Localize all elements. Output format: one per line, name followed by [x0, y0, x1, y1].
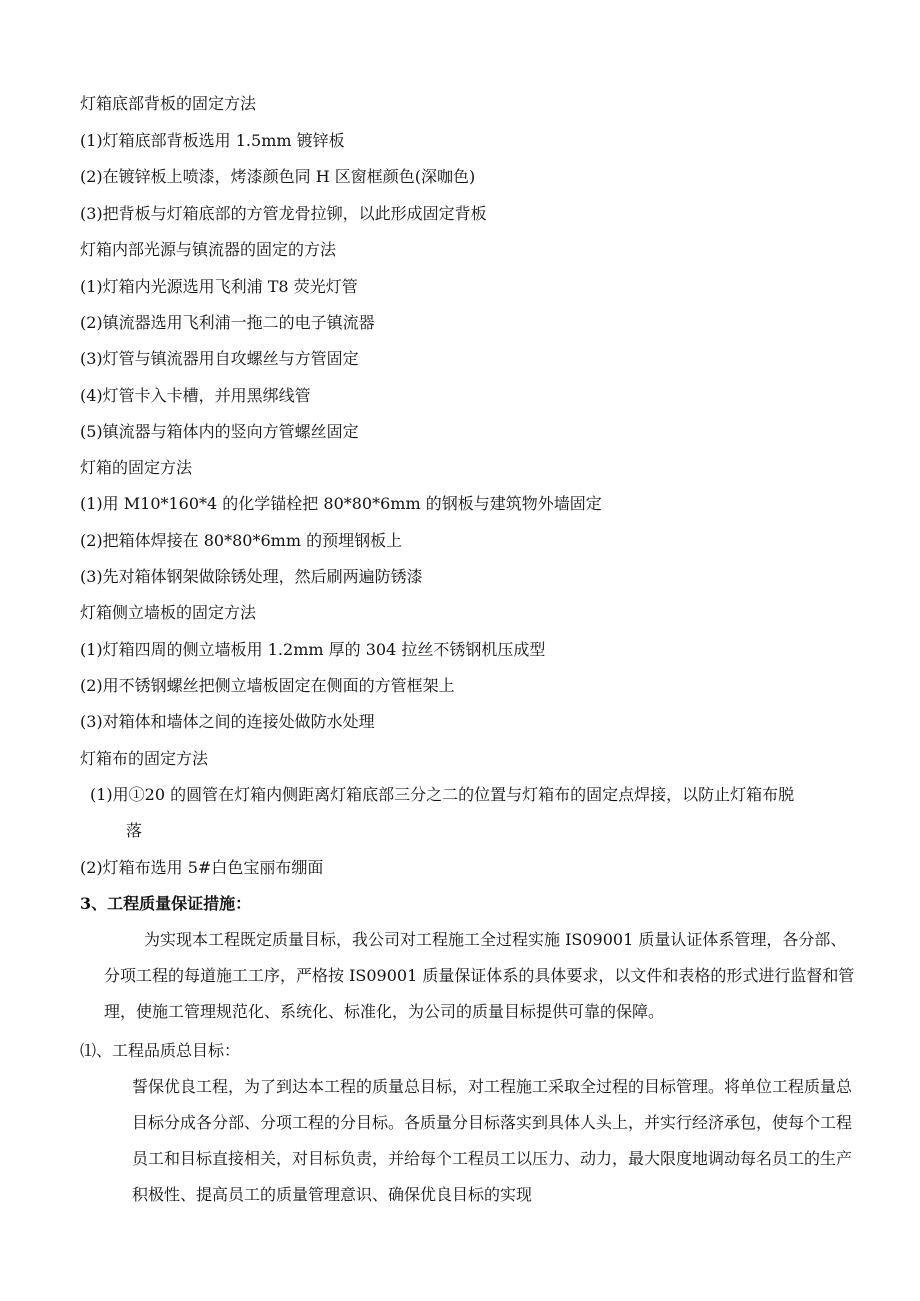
section-heading-light-source: 灯箱内部光源与镇流器的固定的方法 — [80, 240, 337, 259]
list-item: (2)镇流器选用飞利浦一拖二的电子镇流器 — [80, 313, 375, 332]
section-heading-box-fixing: 灯箱的固定方法 — [80, 458, 193, 477]
section-heading-fabric: 灯箱布的固定方法 — [80, 749, 209, 768]
list-item: (3)先对箱体钢架做除锈处理，然后刷两遍防锈漆 — [80, 567, 423, 586]
list-item: (2)把箱体焊接在 80*80*6mm 的预埋钢板上 — [80, 531, 403, 550]
section-title-quality: 3、工程质量保证措施： — [80, 894, 252, 913]
list-item: (1)用 M10*160*4 的化学锚栓把 80*80*6mm 的钢板与建筑物外墙固定 — [80, 494, 602, 513]
list-item: (1)灯箱底部背板选用 1.5mm 镀锌板 — [80, 131, 345, 150]
section-heading-backplate: 灯箱底部背板的固定方法 — [80, 94, 257, 113]
list-item: (3)灯管与镇流器用自攻螺丝与方管固定 — [80, 349, 359, 368]
list-item: (5)镇流器与箱体内的竖向方管螺丝固定 — [80, 422, 359, 441]
list-item: (1)用①20 的圆管在灯箱内侧距离灯箱底部三分之二的位置与灯箱布的固定点焊接，以防止灯箱布脱 — [90, 785, 795, 804]
list-item-continuation: 落 — [126, 821, 143, 840]
paragraph-quality-goal: 誓保优良工程，为了到达本工程的质量总目标，对工程施工采取全过程的目标管理。将单位工程质量总目标分成各分部、分项工程的分目标。各质量分目标落实到具体人头上，并实行经济承包，使每个工程员工和目标直接相关，对目标负责，并给每个工程员工以压力、动力，最大限度地调动每名员工的生产积极性、提高员工的质量管理意识、确保优良目标的实现 — [132, 1077, 853, 1204]
subsection-title-quality-goal: ⑴、工程品质总目标： — [80, 1041, 241, 1060]
list-item: (2)在镀锌板上喷漆，烤漆颜色同 H 区窗框颜色(深咖色) — [80, 167, 476, 186]
list-item: (2)用不锈钢螺丝把侧立墙板固定在侧面的方管框架上 — [80, 676, 455, 695]
list-item: (2)灯箱布选用 5#白色宝丽布绷面 — [80, 858, 324, 877]
list-item: (4)灯管卡入卡槽，并用黑绑线管 — [80, 386, 311, 405]
list-item: (1)灯箱内光源选用飞利浦 T8 荧光灯管 — [80, 277, 358, 296]
paragraph-quality-system: 为实现本工程既定质量目标，我公司对工程施工全过程实施 IS09001 质量认证体系管理，各分部、分项工程的每道施工工序，严格按 IS09001 质量保证体系的具体要求，以文件和表格的形式进行监督和管理，使施工管理规范化、系统化、标准化，为公司的质量目标提供可靠的保障。 — [104, 930, 855, 1021]
section-heading-side-wall: 灯箱侧立墙板的固定方法 — [80, 603, 257, 622]
list-item: (3)对箱体和墙体之间的连接处做防水处理 — [80, 712, 375, 731]
list-item: (1)灯箱四周的侧立墙板用 1.2mm 厚的 304 拉丝不锈钢机压成型 — [80, 640, 546, 659]
list-item: (3)把背板与灯箱底部的方管龙骨拉铆，以此形成固定背板 — [80, 204, 487, 223]
